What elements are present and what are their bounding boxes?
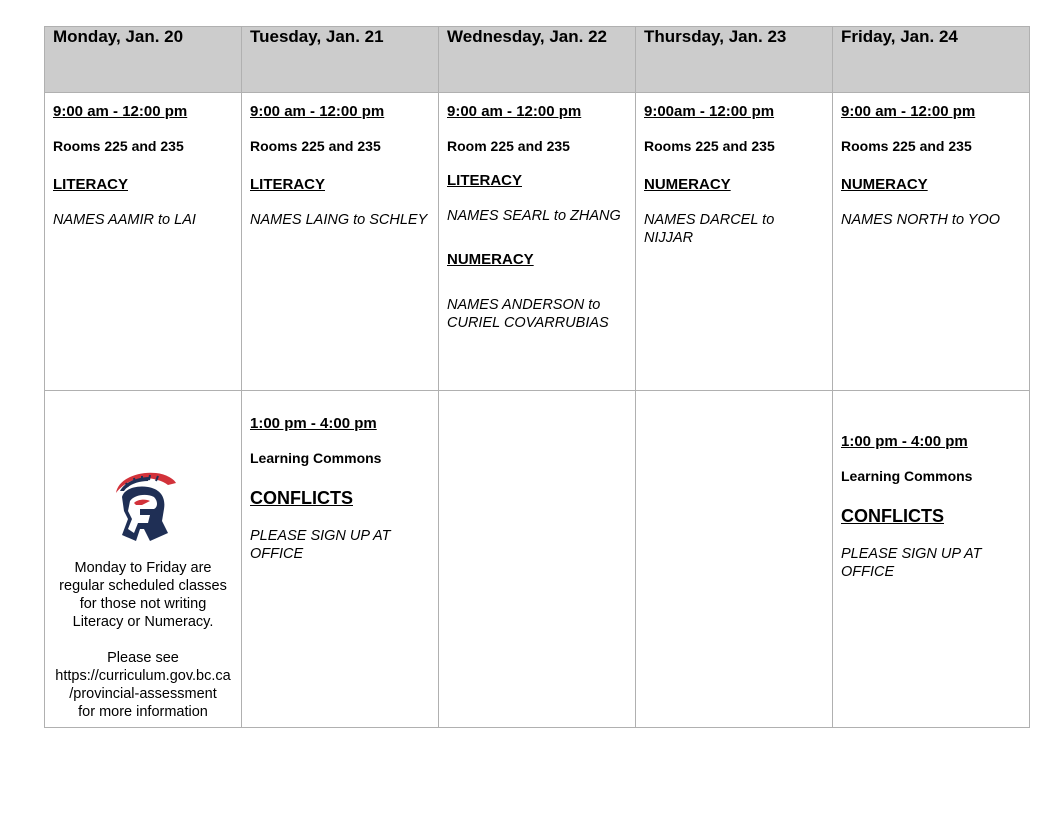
session-names-2: NAMES ANDERSON to CURIEL COVARRUBIAS — [447, 297, 609, 331]
session-subject-2: NUMERACY — [447, 251, 534, 268]
session-room: Rooms 225 and 235 — [841, 138, 972, 154]
cell-thursday-afternoon — [636, 391, 833, 728]
cell-friday-afternoon — [833, 391, 1030, 728]
cell-wednesday-afternoon — [439, 391, 636, 728]
session-note: PLEASE SIGN UP AT OFFICE — [250, 528, 391, 562]
session-room: Learning Commons — [250, 450, 382, 466]
session-names: NAMES NORTH to YOO — [841, 212, 1000, 228]
cell-wednesday-morning — [439, 93, 636, 391]
cell-thursday-morning — [636, 93, 833, 391]
session-subject: NUMERACY — [841, 176, 928, 193]
header-friday: Friday, Jan. 24 — [833, 27, 1030, 93]
spartan-helmet-icon — [108, 471, 178, 543]
session-time: 1:00 pm - 4:00 pm — [841, 433, 968, 450]
session-time: 9:00 am - 12:00 pm — [841, 103, 976, 120]
session-subject: LITERACY — [53, 176, 128, 193]
header-monday: Monday, Jan. 20 — [45, 27, 242, 93]
afternoon-row — [45, 391, 1030, 728]
session-time: 9:00 am - 12:00 pm — [53, 103, 188, 120]
cell-monday-afternoon — [45, 391, 242, 728]
session-subject: LITERACY — [250, 176, 325, 193]
header-thursday: Thursday, Jan. 23 — [636, 27, 833, 93]
header-tuesday: Tuesday, Jan. 21 — [242, 27, 439, 93]
cell-friday-morning — [833, 93, 1030, 391]
session-room: Rooms 225 and 235 — [53, 138, 184, 154]
info-note — [53, 559, 233, 721]
note-line: for more information — [78, 704, 208, 720]
session-names: NAMES DARCEL to NIJJAR — [644, 212, 775, 246]
session-time: 1:00 pm - 4:00 pm — [250, 415, 377, 432]
session-names: NAMES SEARL to ZHANG — [447, 208, 621, 224]
header-wednesday: Wednesday, Jan. 22 — [439, 27, 636, 93]
cell-monday-morning — [45, 93, 242, 391]
cell-tuesday-morning — [242, 93, 439, 391]
header-row — [45, 27, 1030, 93]
session-room: Rooms 225 and 235 — [644, 138, 775, 154]
session-time: 9:00am - 12:00 pm — [644, 103, 775, 120]
note-link: https://curriculum.gov.bc.ca — [55, 668, 231, 684]
session-room: Room 225 and 235 — [447, 138, 570, 154]
note-line: regular scheduled classes — [59, 578, 227, 594]
note-line: for those not writing — [79, 596, 207, 612]
session-subject: CONFLICTS — [841, 506, 944, 526]
session-subject: NUMERACY — [644, 176, 731, 193]
session-room: Rooms 225 and 235 — [250, 138, 381, 154]
session-names: NAMES AAMIR to LAI — [53, 212, 196, 228]
session-subject: LITERACY — [447, 172, 522, 189]
morning-row — [45, 93, 1030, 391]
note-line: Monday to Friday are — [74, 560, 212, 576]
cell-tuesday-afternoon — [242, 391, 439, 728]
note-link: /provincial-assessment — [69, 686, 217, 702]
session-room: Learning Commons — [841, 468, 973, 484]
session-time: 9:00 am - 12:00 pm — [447, 103, 582, 120]
schedule-table — [44, 26, 1030, 728]
note-line: Literacy or Numeracy. — [72, 614, 214, 630]
session-subject: CONFLICTS — [250, 488, 353, 508]
session-note: PLEASE SIGN UP AT OFFICE — [841, 546, 982, 580]
note-line: Please see — [107, 650, 179, 666]
session-names: NAMES LAING to SCHLEY — [250, 212, 428, 228]
session-time: 9:00 am - 12:00 pm — [250, 103, 385, 120]
